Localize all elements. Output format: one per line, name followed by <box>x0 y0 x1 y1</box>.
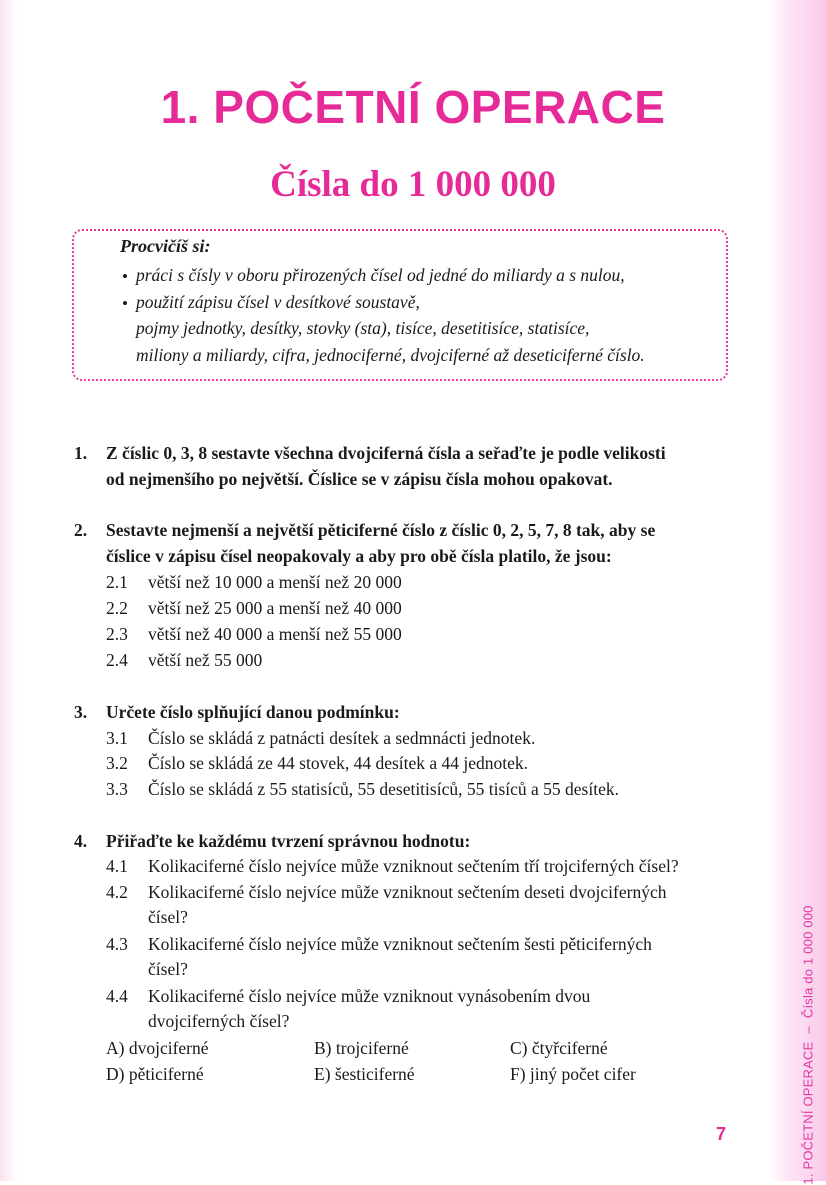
learning-goals-heading: Procvičíš si: <box>120 236 211 256</box>
learning-goal-line: pojmy jednotky, desítky, stovky (sta), tisíce, desetitisíce, statisíce, <box>136 318 590 338</box>
learning-goal-line: použití zápisu čísel v desítkové soustavě, <box>136 292 420 312</box>
subitem-text: dvojciferných čísel? <box>148 1011 290 1031</box>
subitem-text: větší než 10 000 a menší než 20 000 <box>148 572 402 592</box>
subitem-number: 4.2 <box>106 882 128 902</box>
side-label-separator: – <box>800 1026 816 1034</box>
subitem-text: větší než 25 000 a menší než 40 000 <box>148 598 402 618</box>
answer-option: E) šesticiferné <box>314 1064 415 1084</box>
subitem-number: 3.3 <box>106 779 128 799</box>
learning-goal-line: práci s čísly v oboru přirozených čísel od jedné do miliardy a s nulou, <box>136 265 625 285</box>
subitem-number: 3.2 <box>106 753 128 773</box>
question-text: Přiřaďte ke každému tvrzení správnou hodnotu: <box>106 831 471 851</box>
question-text: číslice v zápisu čísel neopakovaly a aby pro obě čísla platilo, že jsou: <box>106 546 612 566</box>
question-number: 2. <box>74 520 88 540</box>
subitem-text: Číslo se skládá z 55 statisíců, 55 desetitisíců, 55 tisíců a 55 desítek. <box>148 779 619 799</box>
question-number: 3. <box>74 702 88 722</box>
question-text: Určete číslo splňující danou podmínku: <box>106 702 400 722</box>
subitem-text: Kolikaciferné číslo nejvíce může vzniknout sečtením tří trojciferných čísel? <box>148 856 679 876</box>
subitem-text: Číslo se skládá ze 44 stovek, 44 desítek a 44 jednotek. <box>148 753 529 773</box>
subitem-text: Kolikaciferné číslo nejvíce může vzniknout vynásobením dvou <box>148 986 591 1006</box>
subitem-text: větší než 40 000 a menší než 55 000 <box>148 624 402 644</box>
answer-option: B) trojciferné <box>314 1038 409 1058</box>
side-label-topic: Čísla do 1 000 000 <box>800 905 816 1019</box>
answer-option: D) pěticiferné <box>106 1064 204 1084</box>
bullet-icon: • <box>122 267 128 286</box>
subitem-text: Kolikaciferné číslo nejvíce může vzniknout sečtením šesti pěticiferných <box>148 934 652 954</box>
subitem-text: čísel? <box>148 959 188 979</box>
section-subtitle: Čísla do 1 000 000 <box>270 164 556 205</box>
subitem-number: 2.4 <box>106 650 128 670</box>
subitem-number: 4.3 <box>106 934 128 954</box>
subitem-number: 2.2 <box>106 598 128 618</box>
bullet-icon: • <box>122 294 128 313</box>
learning-goal-line: miliony a miliardy, cifra, jednociferné, dvojciferné až deseticiferné číslo. <box>136 345 645 365</box>
side-running-header <box>801 905 816 1184</box>
question-text: Z číslic 0, 3, 8 sestavte všechna dvojciferná čísla a seřaďte je podle velikosti <box>106 443 666 463</box>
page-number: 7 <box>716 1124 727 1144</box>
subitem-text: větší než 55 000 <box>148 650 263 670</box>
side-label-chapter: 1. POČETNÍ OPERACE <box>800 1041 816 1185</box>
subitem-number: 4.4 <box>106 986 128 1006</box>
subitem-text: čísel? <box>148 907 188 927</box>
question-number: 1. <box>74 443 88 463</box>
answer-option: C) čtyřciferné <box>510 1038 608 1058</box>
answer-option: A) dvojciferné <box>106 1038 209 1058</box>
subitem-number: 4.1 <box>106 856 128 876</box>
answer-option: F) jiný počet cifer <box>510 1064 636 1084</box>
question-text: Sestavte nejmenší a největší pěticiferné číslo z číslic 0, 2, 5, 7, 8 tak, aby se <box>106 520 656 540</box>
subitem-number: 2.3 <box>106 624 128 644</box>
question-text: od nejmenšího po největší. Číslice se v zápisu čísla mohou opakovat. <box>106 469 613 489</box>
chapter-title: 1. POČETNÍ OPERACE <box>160 81 666 133</box>
subitem-number: 2.1 <box>106 572 128 592</box>
subitem-text: Kolikaciferné číslo nejvíce může vzniknout sečtením deseti dvojciferných <box>148 882 667 902</box>
question-number: 4. <box>74 831 88 851</box>
subitem-number: 3.1 <box>106 728 128 748</box>
subitem-text: Číslo se skládá z patnácti desítek a sedmnácti jednotek. <box>148 728 536 748</box>
